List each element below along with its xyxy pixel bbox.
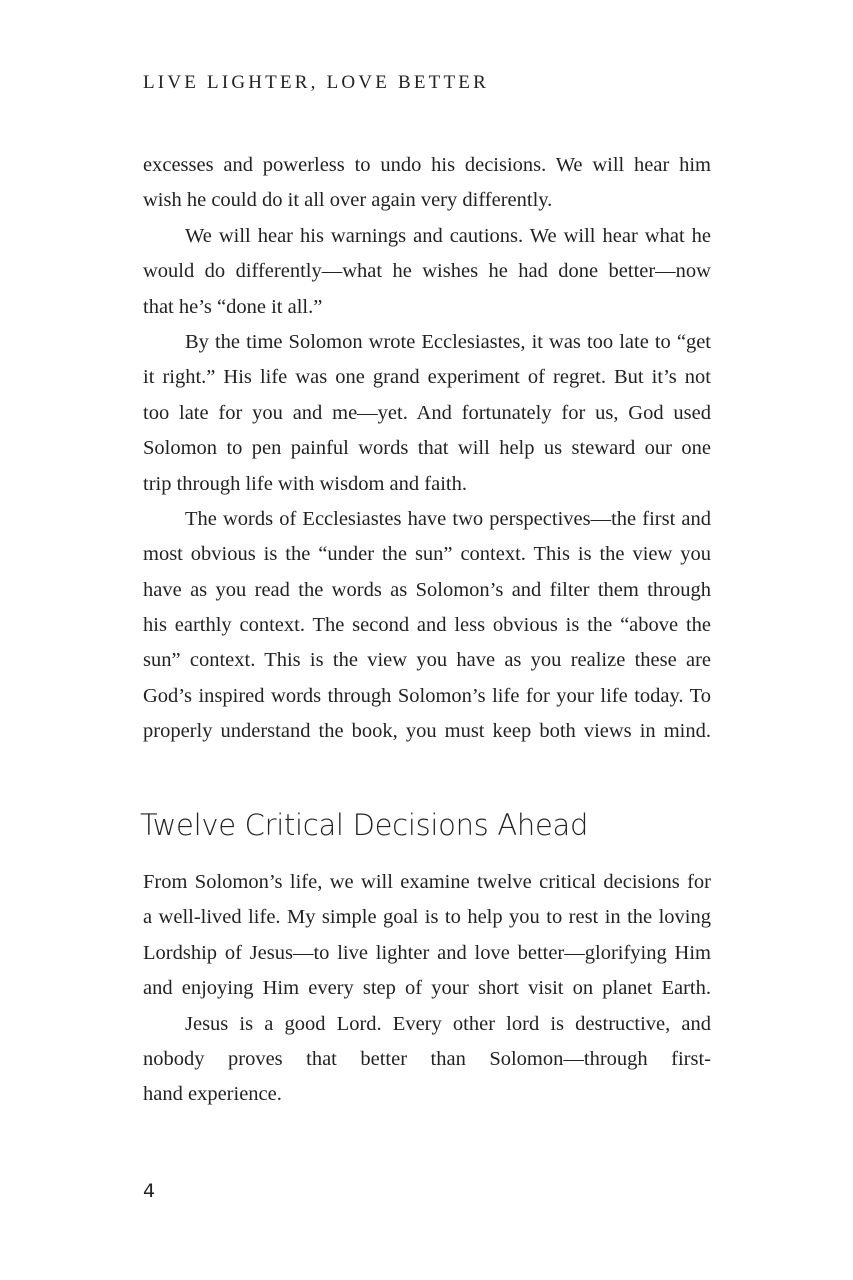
text-line: that he’s “done it all.” bbox=[143, 295, 323, 318]
text-line: his earthly context. The second and less obvious is the “above the bbox=[143, 614, 711, 637]
text-line: a well-lived life. My simple goal is to help you to rest in the loving bbox=[143, 906, 711, 929]
text-line: Lordship of Jesus—to live lighter and love better—glorifying Him bbox=[143, 941, 711, 964]
text-line: would do differently—what he wishes he had done better—now bbox=[143, 260, 711, 283]
text-line: nobody proves that better than Solomon—through first- bbox=[143, 1047, 711, 1070]
text-line: excesses and powerless to undo his decisions. We will hear him bbox=[143, 154, 711, 176]
section-heading: Twelve Critical Decisions Ahead bbox=[140, 808, 589, 842]
text-line: sun” context. This is the view you have as you realize these are bbox=[143, 649, 711, 672]
paragraph bbox=[143, 1007, 711, 1113]
text-line: too late for you and me—yet. And fortunately for us, God used bbox=[143, 401, 711, 424]
text-line: The words of Ecclesiastes have two perspectives—the first and bbox=[185, 507, 711, 530]
paragraph bbox=[143, 325, 711, 502]
text-line: From Solomon’s life, we will examine twelve critical decisions for bbox=[143, 871, 711, 893]
text-line: properly understand the book, you must keep both views in mind. bbox=[143, 720, 711, 743]
text-line: wish he could do it all over again very differently. bbox=[143, 189, 553, 212]
text-line: have as you read the words as Solomon’s and filter them through bbox=[143, 578, 711, 601]
text-line: hand experience. bbox=[143, 1083, 282, 1106]
text-line: and enjoying Him every step of your short visit on planet Earth. bbox=[143, 977, 711, 1000]
body-text-block bbox=[143, 148, 711, 750]
paragraph bbox=[143, 865, 711, 1007]
paragraph bbox=[143, 219, 711, 325]
text-line: By the time Solomon wrote Ecclesiastes, it was too late to “get bbox=[185, 330, 711, 353]
text-line: most obvious is the “under the sun” context. This is the view you bbox=[143, 543, 711, 566]
text-line: Solomon to pen painful words that will help us steward our one bbox=[143, 437, 711, 460]
section-body-text bbox=[143, 865, 711, 1113]
text-line: God’s inspired words through Solomon’s life for your life today. To bbox=[143, 684, 711, 707]
text-line: We will hear his warnings and cautions. We will hear what he bbox=[185, 224, 711, 247]
paragraph bbox=[143, 148, 711, 219]
running-head: LIVE LIGHTER, LOVE BETTER bbox=[143, 72, 489, 93]
page-number: 4 bbox=[143, 1180, 156, 1202]
text-line: Jesus is a good Lord. Every other lord is destructive, and bbox=[185, 1012, 711, 1035]
text-line: trip through life with wisdom and faith. bbox=[143, 472, 467, 495]
text-line: it right.” His life was one grand experiment of regret. But it’s not bbox=[143, 366, 711, 389]
paragraph bbox=[143, 502, 711, 750]
